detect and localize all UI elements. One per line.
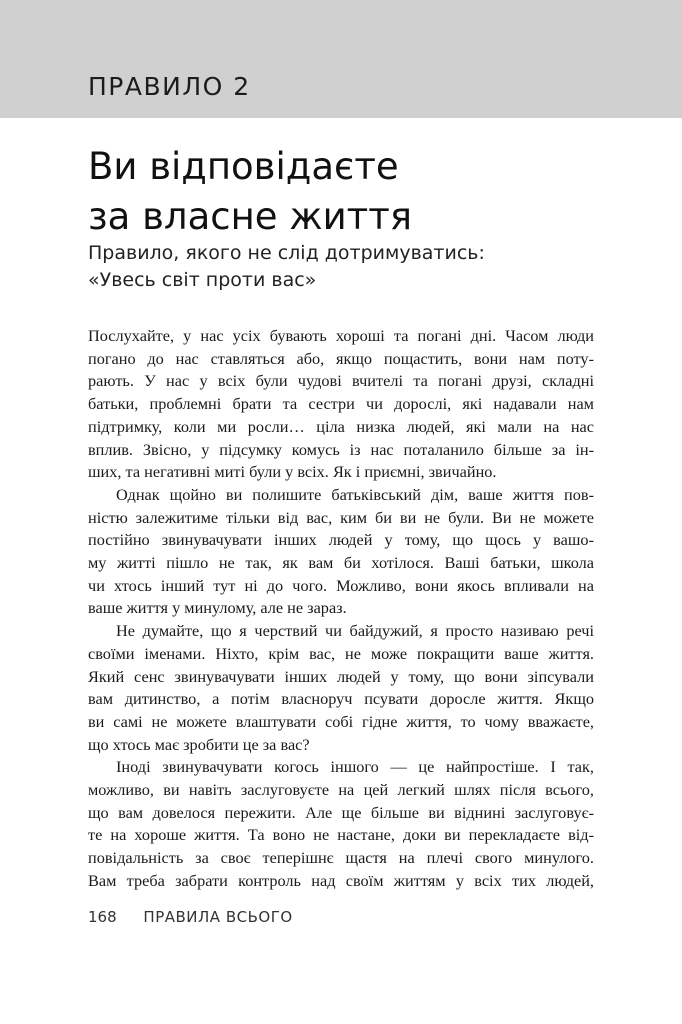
text-line: ших, та негативні миті були у всіх. Як і приємні, звичайно. [88,462,497,482]
running-head: ПРАВИЛА ВСЬОГО [143,908,293,926]
paragraph [88,484,594,620]
text-line: Вам треба забрати контроль над своїм життям у всіх тих людей, [88,870,594,890]
text-line: своїми іменами. Ніхто, крім вас, не може покращити ваше життя. [88,643,594,663]
text-line: що вам довелося пережити. Але ще більше ви віднині заслуговує- [88,802,594,822]
text-line: Іноді звинувачувати когось іншого — це найпростіше. І так, [116,757,594,777]
text-line: постійно звинувачувати інших людей у тому, що щось у вашо- [88,530,594,550]
chapter-title [88,142,608,242]
text-line: ваше життя у минулому, але не зараз. [88,598,347,618]
chapter-subtitle [88,240,608,294]
body-text [88,325,594,893]
paragraph [88,325,594,484]
text-line: Не думайте, що я черствий чи байдужий, я просто називаю речі [116,621,594,641]
page-number: 168 [88,908,117,926]
chapter-subtitle-line: Правило, якого не слід дотримуватись: [88,242,485,264]
page-footer [88,908,293,926]
chapter-title-line: за власне життя [88,195,413,238]
text-line: вплив. Звісно, у підсумку комусь із нас поталанило більше за ін- [88,439,594,459]
paragraph [88,756,594,892]
paragraph [88,620,594,756]
chapter-title-line: Ви відповідаєте [88,145,399,188]
text-line: погано до нас ставляться або, якщо пощастить, вони нам поту- [88,348,594,368]
text-line: батьки, проблемні брати та сестри чи дорослі, які надавали нам [88,394,594,414]
text-line: ви самі не можете влаштувати собі гідне життя, то чому вважаєте, [88,711,594,731]
text-line: чи хтось інший тут ні до чого. Можливо, вони якось впливали на [88,575,594,595]
rule-number-label: ПРАВИЛО 2 [88,72,251,101]
text-line: рають. У нас у всіх були чудові вчителі та погані друзі, складні [88,371,594,391]
text-line: Який сенс звинувачувати інших людей у тому, що вони зіпсували [88,666,594,686]
text-line: ністю залежитиме тільки від вас, ким би ви не були. Ви не можете [88,507,594,527]
chapter-subtitle-line: «Увесь світ проти вас» [88,269,317,291]
text-line: що хтось має зробити це за вас? [88,734,310,754]
text-line: му житті пішло не так, як вам би хотілося. Ваші батьки, школа [88,553,594,573]
text-line: підтримку, коли ми росли… ціла низка людей, які мали на нас [88,416,594,436]
text-line: Послухайте, у нас усіх бувають хороші та погані дні. Часом люди [88,326,594,345]
text-line: можливо, ви навіть заслуговуєте на цей легкий шлях після всього, [88,780,594,800]
text-line: Однак щойно ви полишите батьківський дім, ваше життя пов- [116,484,594,504]
text-line: повідальність за своє теперішнє щастя на плечі свого минулого. [88,848,594,868]
text-line: те на хороше життя. Та воно не настане, доки ви перекладаєте від- [88,825,594,845]
text-line: вам дитинство, а потім власноруч псувати доросле життя. Якщо [88,689,594,709]
